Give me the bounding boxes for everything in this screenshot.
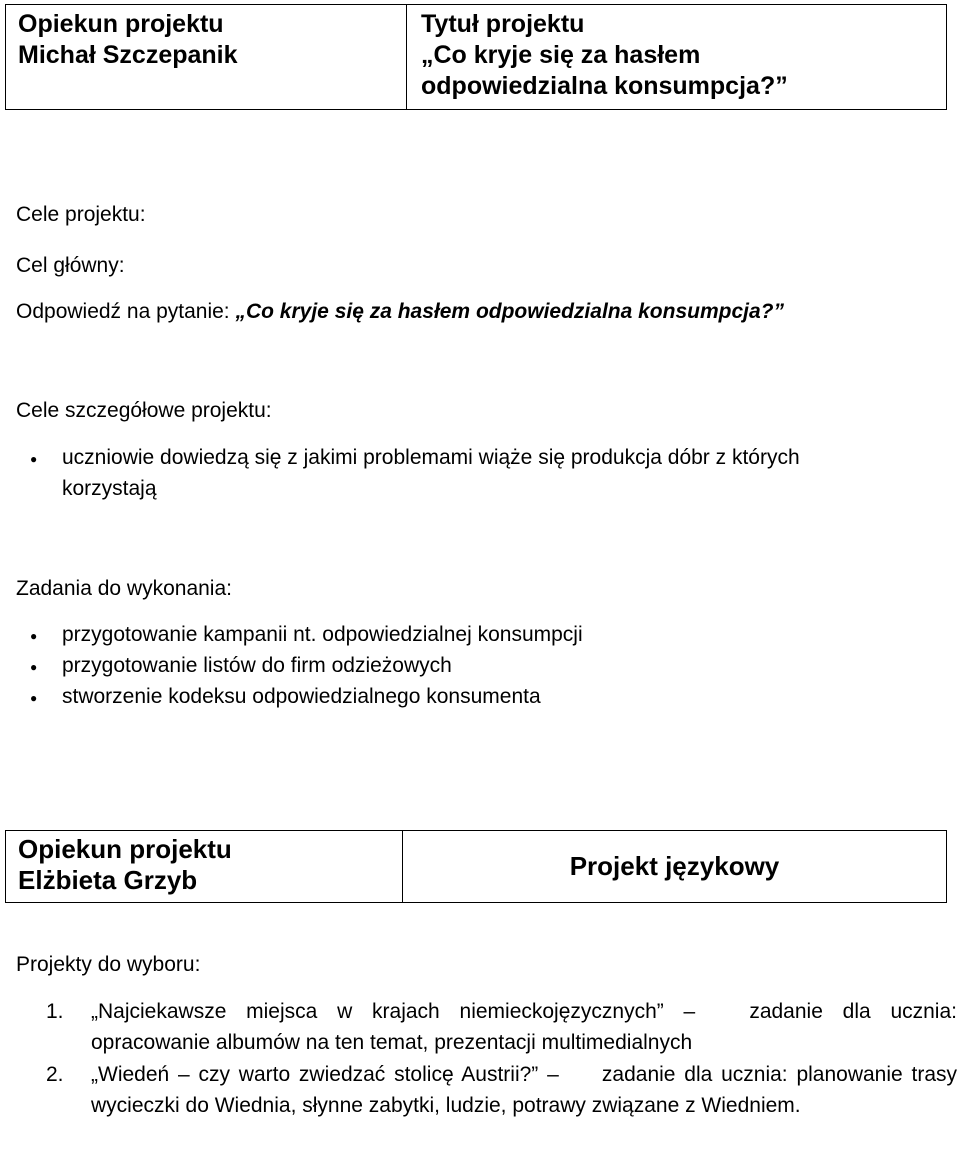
list-number: 2. [46,1063,64,1086]
project-title-line-1: „Co kryje się za hasłem [421,41,701,69]
task-item: przygotowanie listów do firm odzieżowych [62,654,452,677]
choice-title: „Wiedeń – czy warto zwiedzać stolicę Austrii?” [91,1063,539,1086]
supervisor-label: Opiekun projektu [18,10,224,38]
choice-separator: – [547,1063,559,1086]
task-item: stworzenie kodeksu odpowiedzialnego konsumenta [62,685,541,708]
bullet-icon: ● [30,629,38,643]
supervisor-cell [6,5,407,110]
choice-text: zadanie dla ucznia: planowanie trasy wycieczki do Wiednia, słynne zabytki, ludzie, potrawy związane z Wiedniem. [91,1063,958,1117]
project-title-label: Tytuł projektu [421,10,585,38]
project-title-cell [403,831,947,903]
detailed-goals-heading: Cele szczegółowe projektu: [16,399,272,422]
supervisor-name: Elżbieta Grzyb [18,865,198,895]
choices-heading: Projekty do wyboru: [16,953,201,976]
project-title: Projekt językowy [569,851,780,881]
project-title-cell [407,5,947,110]
bullet-icon: ● [30,691,38,705]
goals-heading: Cele projektu: [16,203,146,226]
bullet-icon: ● [30,660,38,674]
supervisor-label: Opiekun projektu [18,834,232,864]
answer-question: „Co kryje się za hasłem odpowiedzialna konsumpcja?” [235,300,784,323]
detailed-goal-item-line-2: korzystają [62,477,157,500]
tasks-heading: Zadania do wykonania: [16,577,232,600]
answer-prefix: Odpowiedź na pytanie: [16,300,236,323]
supervisor-name: Michał Szczepanik [18,41,238,69]
task-item: przygotowanie kampanii nt. odpowiedzialnej konsumpcji [62,623,583,646]
project-header-table [5,4,947,110]
choice-item [91,996,957,1058]
choice-title: „Najciekawsze miejsca w krajach niemieckojęzycznych” [91,1000,664,1023]
main-goal-label: Cel główny: [16,254,125,277]
choice-separator: – [683,1000,696,1023]
choice-item [91,1059,957,1121]
choice-text: zadanie dla ucznia: opracowanie albumów na ten temat, prezentacji multimedialnych [91,1000,957,1054]
bullet-icon: ● [30,452,38,466]
language-project-header-table [5,830,947,903]
list-number: 1. [46,1000,64,1023]
main-goal-answer [16,299,784,325]
project-title-line-2: odpowiedzialna konsumpcja?” [421,72,788,100]
detailed-goal-item-line-1: uczniowie dowiedzą się z jakimi problemami wiąże się produkcja dóbr z których [62,446,800,469]
supervisor-cell [6,831,403,903]
